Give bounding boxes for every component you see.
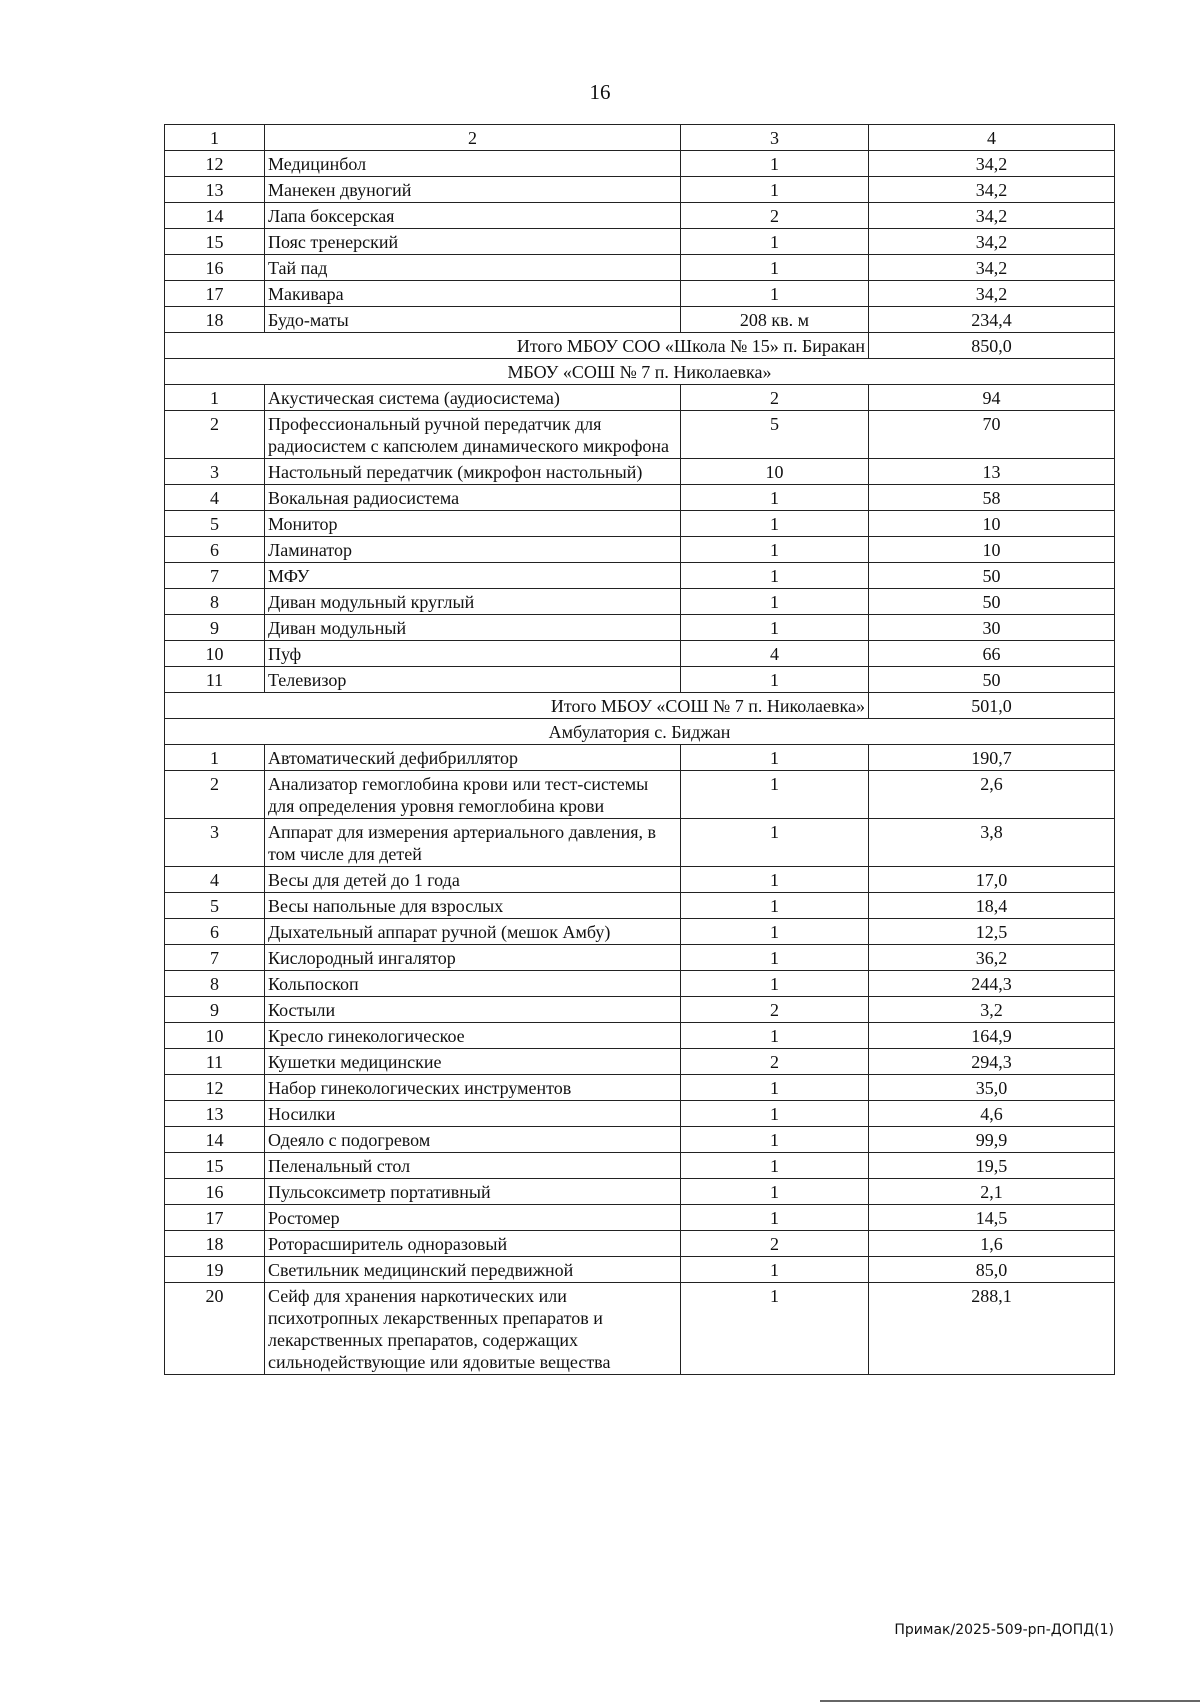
row-number: 11 bbox=[165, 1049, 265, 1075]
table-row bbox=[165, 255, 1115, 281]
item-quantity: 1 bbox=[681, 1257, 869, 1283]
table-row bbox=[165, 1153, 1115, 1179]
item-cost: 35,0 bbox=[869, 1075, 1115, 1101]
table-row bbox=[165, 919, 1115, 945]
item-quantity: 1 bbox=[681, 1205, 869, 1231]
item-name: Акустическая система (аудиосистема) bbox=[265, 385, 681, 411]
table-row bbox=[165, 589, 1115, 615]
column-header: 2 bbox=[265, 125, 681, 151]
item-cost: 94 bbox=[869, 385, 1115, 411]
item-cost: 99,9 bbox=[869, 1127, 1115, 1153]
item-quantity: 1 bbox=[681, 893, 869, 919]
table-row bbox=[165, 229, 1115, 255]
item-cost: 3,8 bbox=[869, 819, 1115, 867]
item-quantity: 5 bbox=[681, 411, 869, 459]
item-name: Светильник медицинский передвижной bbox=[265, 1257, 681, 1283]
item-quantity: 208 кв. м bbox=[681, 307, 869, 333]
item-quantity: 1 bbox=[681, 1153, 869, 1179]
item-cost: 36,2 bbox=[869, 945, 1115, 971]
item-quantity: 2 bbox=[681, 997, 869, 1023]
row-number: 7 bbox=[165, 945, 265, 971]
total-cost: 501,0 bbox=[869, 693, 1115, 719]
row-number: 15 bbox=[165, 1153, 265, 1179]
item-quantity: 10 bbox=[681, 459, 869, 485]
item-cost: 70 bbox=[869, 411, 1115, 459]
item-name: Лапа боксерская bbox=[265, 203, 681, 229]
item-cost: 2,1 bbox=[869, 1179, 1115, 1205]
row-number: 17 bbox=[165, 1205, 265, 1231]
item-cost: 12,5 bbox=[869, 919, 1115, 945]
item-name: Кресло гинекологическое bbox=[265, 1023, 681, 1049]
item-quantity: 1 bbox=[681, 971, 869, 997]
item-cost: 14,5 bbox=[869, 1205, 1115, 1231]
item-cost: 288,1 bbox=[869, 1283, 1115, 1375]
row-number: 3 bbox=[165, 819, 265, 867]
row-number: 11 bbox=[165, 667, 265, 693]
item-quantity: 4 bbox=[681, 641, 869, 667]
item-name: Диван модульный bbox=[265, 615, 681, 641]
row-number: 13 bbox=[165, 1101, 265, 1127]
table-row bbox=[165, 307, 1115, 333]
item-name: Тай пад bbox=[265, 255, 681, 281]
table-row bbox=[165, 1283, 1115, 1375]
document-code: Примак/2025-509-рп-ДОПД(1) bbox=[894, 1622, 1114, 1638]
table-row bbox=[165, 459, 1115, 485]
item-name: Монитор bbox=[265, 511, 681, 537]
item-name: Пояс тренерский bbox=[265, 229, 681, 255]
item-cost: 50 bbox=[869, 563, 1115, 589]
item-quantity: 1 bbox=[681, 281, 869, 307]
row-number: 9 bbox=[165, 615, 265, 641]
table-row bbox=[165, 385, 1115, 411]
table-row bbox=[165, 203, 1115, 229]
table-row bbox=[165, 281, 1115, 307]
item-name: Роторасширитель одноразовый bbox=[265, 1231, 681, 1257]
item-quantity: 2 bbox=[681, 385, 869, 411]
item-cost: 164,9 bbox=[869, 1023, 1115, 1049]
item-cost: 30 bbox=[869, 615, 1115, 641]
table-row bbox=[165, 615, 1115, 641]
row-number: 16 bbox=[165, 1179, 265, 1205]
table-row bbox=[165, 1257, 1115, 1283]
item-quantity: 1 bbox=[681, 667, 869, 693]
item-name: МФУ bbox=[265, 563, 681, 589]
table-row bbox=[165, 537, 1115, 563]
row-number: 4 bbox=[165, 485, 265, 511]
table-header-row bbox=[165, 125, 1115, 151]
item-name: Настольный передатчик (микрофон настольный) bbox=[265, 459, 681, 485]
table-body bbox=[165, 125, 1115, 1375]
item-quantity: 1 bbox=[681, 255, 869, 281]
row-number: 6 bbox=[165, 537, 265, 563]
row-number: 1 bbox=[165, 385, 265, 411]
row-number: 10 bbox=[165, 1023, 265, 1049]
row-number: 5 bbox=[165, 893, 265, 919]
equipment-table bbox=[164, 124, 1115, 1375]
item-name: Автоматический дефибриллятор bbox=[265, 745, 681, 771]
total-row bbox=[165, 333, 1115, 359]
item-cost: 234,4 bbox=[869, 307, 1115, 333]
item-quantity: 1 bbox=[681, 1023, 869, 1049]
row-number: 6 bbox=[165, 919, 265, 945]
item-quantity: 1 bbox=[681, 485, 869, 511]
item-name: Набор гинекологических инструментов bbox=[265, 1075, 681, 1101]
item-quantity: 1 bbox=[681, 771, 869, 819]
page-number: 16 bbox=[589, 80, 611, 104]
row-number: 14 bbox=[165, 1127, 265, 1153]
row-number: 1 bbox=[165, 745, 265, 771]
row-number: 10 bbox=[165, 641, 265, 667]
item-cost: 58 bbox=[869, 485, 1115, 511]
item-cost: 34,2 bbox=[869, 203, 1115, 229]
item-name: Профессиональный ручной передатчик для радиосистем с капсюлем динамического микрофона bbox=[265, 411, 681, 459]
item-cost: 3,2 bbox=[869, 997, 1115, 1023]
section-title: МБОУ «СОШ № 7 п. Николаевка» bbox=[165, 359, 1115, 385]
item-name: Манекен двуногий bbox=[265, 177, 681, 203]
item-quantity: 1 bbox=[681, 919, 869, 945]
column-header: 4 bbox=[869, 125, 1115, 151]
item-quantity: 1 bbox=[681, 1127, 869, 1153]
item-name: Пуф bbox=[265, 641, 681, 667]
row-number: 18 bbox=[165, 1231, 265, 1257]
item-name: Телевизор bbox=[265, 667, 681, 693]
item-quantity: 1 bbox=[681, 945, 869, 971]
row-number: 8 bbox=[165, 971, 265, 997]
item-cost: 34,2 bbox=[869, 151, 1115, 177]
item-quantity: 1 bbox=[681, 1101, 869, 1127]
table-row bbox=[165, 641, 1115, 667]
item-cost: 34,2 bbox=[869, 229, 1115, 255]
item-name: Кушетки медицинские bbox=[265, 1049, 681, 1075]
item-cost: 66 bbox=[869, 641, 1115, 667]
row-number: 5 bbox=[165, 511, 265, 537]
item-cost: 50 bbox=[869, 589, 1115, 615]
table-row bbox=[165, 745, 1115, 771]
table-row bbox=[165, 1205, 1115, 1231]
item-name: Кольпоскоп bbox=[265, 971, 681, 997]
table-row bbox=[165, 1179, 1115, 1205]
item-quantity: 1 bbox=[681, 819, 869, 867]
item-cost: 1,6 bbox=[869, 1231, 1115, 1257]
table-row bbox=[165, 893, 1115, 919]
row-number: 18 bbox=[165, 307, 265, 333]
item-cost: 19,5 bbox=[869, 1153, 1115, 1179]
table-row bbox=[165, 1049, 1115, 1075]
item-cost: 4,6 bbox=[869, 1101, 1115, 1127]
row-number: 3 bbox=[165, 459, 265, 485]
item-quantity: 1 bbox=[681, 1075, 869, 1101]
item-name: Пульсоксиметр портативный bbox=[265, 1179, 681, 1205]
item-cost: 34,2 bbox=[869, 281, 1115, 307]
row-number: 20 bbox=[165, 1283, 265, 1375]
item-name: Макивара bbox=[265, 281, 681, 307]
item-quantity: 1 bbox=[681, 511, 869, 537]
item-name: Будо-маты bbox=[265, 307, 681, 333]
item-quantity: 1 bbox=[681, 537, 869, 563]
item-name: Аппарат для измерения артериального давления, в том числе для детей bbox=[265, 819, 681, 867]
item-cost: 244,3 bbox=[869, 971, 1115, 997]
table-row bbox=[165, 411, 1115, 459]
item-quantity: 2 bbox=[681, 203, 869, 229]
table-row bbox=[165, 485, 1115, 511]
item-name: Одеяло с подогревом bbox=[265, 1127, 681, 1153]
table-row bbox=[165, 997, 1115, 1023]
row-number: 2 bbox=[165, 411, 265, 459]
item-cost: 2,6 bbox=[869, 771, 1115, 819]
table-row bbox=[165, 151, 1115, 177]
row-number: 8 bbox=[165, 589, 265, 615]
column-header: 1 bbox=[165, 125, 265, 151]
item-cost: 294,3 bbox=[869, 1049, 1115, 1075]
section-row bbox=[165, 719, 1115, 745]
section-title: Амбулатория с. Биджан bbox=[165, 719, 1115, 745]
table-row bbox=[165, 867, 1115, 893]
item-name: Кислородный ингалятор bbox=[265, 945, 681, 971]
table-row bbox=[165, 771, 1115, 819]
item-quantity: 1 bbox=[681, 745, 869, 771]
item-quantity: 1 bbox=[681, 615, 869, 641]
row-number: 16 bbox=[165, 255, 265, 281]
item-name: Носилки bbox=[265, 1101, 681, 1127]
table-row bbox=[165, 177, 1115, 203]
column-header: 3 bbox=[681, 125, 869, 151]
table-row bbox=[165, 511, 1115, 537]
row-number: 19 bbox=[165, 1257, 265, 1283]
row-number: 9 bbox=[165, 997, 265, 1023]
item-cost: 17,0 bbox=[869, 867, 1115, 893]
item-quantity: 2 bbox=[681, 1049, 869, 1075]
item-name: Медицинбол bbox=[265, 151, 681, 177]
item-cost: 50 bbox=[869, 667, 1115, 693]
item-quantity: 1 bbox=[681, 151, 869, 177]
total-cost: 850,0 bbox=[869, 333, 1115, 359]
item-name: Дыхательный аппарат ручной (мешок Амбу) bbox=[265, 919, 681, 945]
total-label: Итого МБОУ «СОШ № 7 п. Николаевка» bbox=[165, 693, 869, 719]
table-row bbox=[165, 945, 1115, 971]
item-cost: 10 bbox=[869, 511, 1115, 537]
table-row bbox=[165, 1101, 1115, 1127]
item-cost: 34,2 bbox=[869, 177, 1115, 203]
item-name: Диван модульный круглый bbox=[265, 589, 681, 615]
table-row bbox=[165, 819, 1115, 867]
item-quantity: 1 bbox=[681, 177, 869, 203]
item-quantity: 1 bbox=[681, 589, 869, 615]
item-quantity: 1 bbox=[681, 1283, 869, 1375]
item-name: Весы для детей до 1 года bbox=[265, 867, 681, 893]
item-cost: 10 bbox=[869, 537, 1115, 563]
scan-edge-line bbox=[820, 1700, 1200, 1702]
item-name: Сейф для хранения наркотических или психотропных лекарственных препаратов и лекарственных препаратов, содержащих сильнодействующие или ядовитые вещества bbox=[265, 1283, 681, 1375]
item-cost: 85,0 bbox=[869, 1257, 1115, 1283]
item-name: Пеленальный стол bbox=[265, 1153, 681, 1179]
item-quantity: 2 bbox=[681, 1231, 869, 1257]
item-name: Вокальная радиосистема bbox=[265, 485, 681, 511]
table-row bbox=[165, 1231, 1115, 1257]
total-row bbox=[165, 693, 1115, 719]
item-cost: 18,4 bbox=[869, 893, 1115, 919]
table-row bbox=[165, 971, 1115, 997]
table-row bbox=[165, 1075, 1115, 1101]
item-name: Ламинатор bbox=[265, 537, 681, 563]
row-number: 2 bbox=[165, 771, 265, 819]
item-cost: 34,2 bbox=[869, 255, 1115, 281]
item-name: Анализатор гемоглобина крови или тест-системы для определения уровня гемоглобина крови bbox=[265, 771, 681, 819]
row-number: 17 bbox=[165, 281, 265, 307]
item-quantity: 1 bbox=[681, 1179, 869, 1205]
section-row bbox=[165, 359, 1115, 385]
row-number: 15 bbox=[165, 229, 265, 255]
table-row bbox=[165, 667, 1115, 693]
item-quantity: 1 bbox=[681, 563, 869, 589]
item-quantity: 1 bbox=[681, 229, 869, 255]
row-number: 4 bbox=[165, 867, 265, 893]
row-number: 12 bbox=[165, 151, 265, 177]
table-row bbox=[165, 563, 1115, 589]
total-label: Итого МБОУ СОО «Школа № 15» п. Биракан bbox=[165, 333, 869, 359]
row-number: 7 bbox=[165, 563, 265, 589]
item-name: Весы напольные для взрослых bbox=[265, 893, 681, 919]
item-name: Костыли bbox=[265, 997, 681, 1023]
table-row bbox=[165, 1023, 1115, 1049]
item-name: Ростомер bbox=[265, 1205, 681, 1231]
item-cost: 190,7 bbox=[869, 745, 1115, 771]
item-quantity: 1 bbox=[681, 867, 869, 893]
row-number: 12 bbox=[165, 1075, 265, 1101]
item-cost: 13 bbox=[869, 459, 1115, 485]
row-number: 13 bbox=[165, 177, 265, 203]
row-number: 14 bbox=[165, 203, 265, 229]
table-row bbox=[165, 1127, 1115, 1153]
